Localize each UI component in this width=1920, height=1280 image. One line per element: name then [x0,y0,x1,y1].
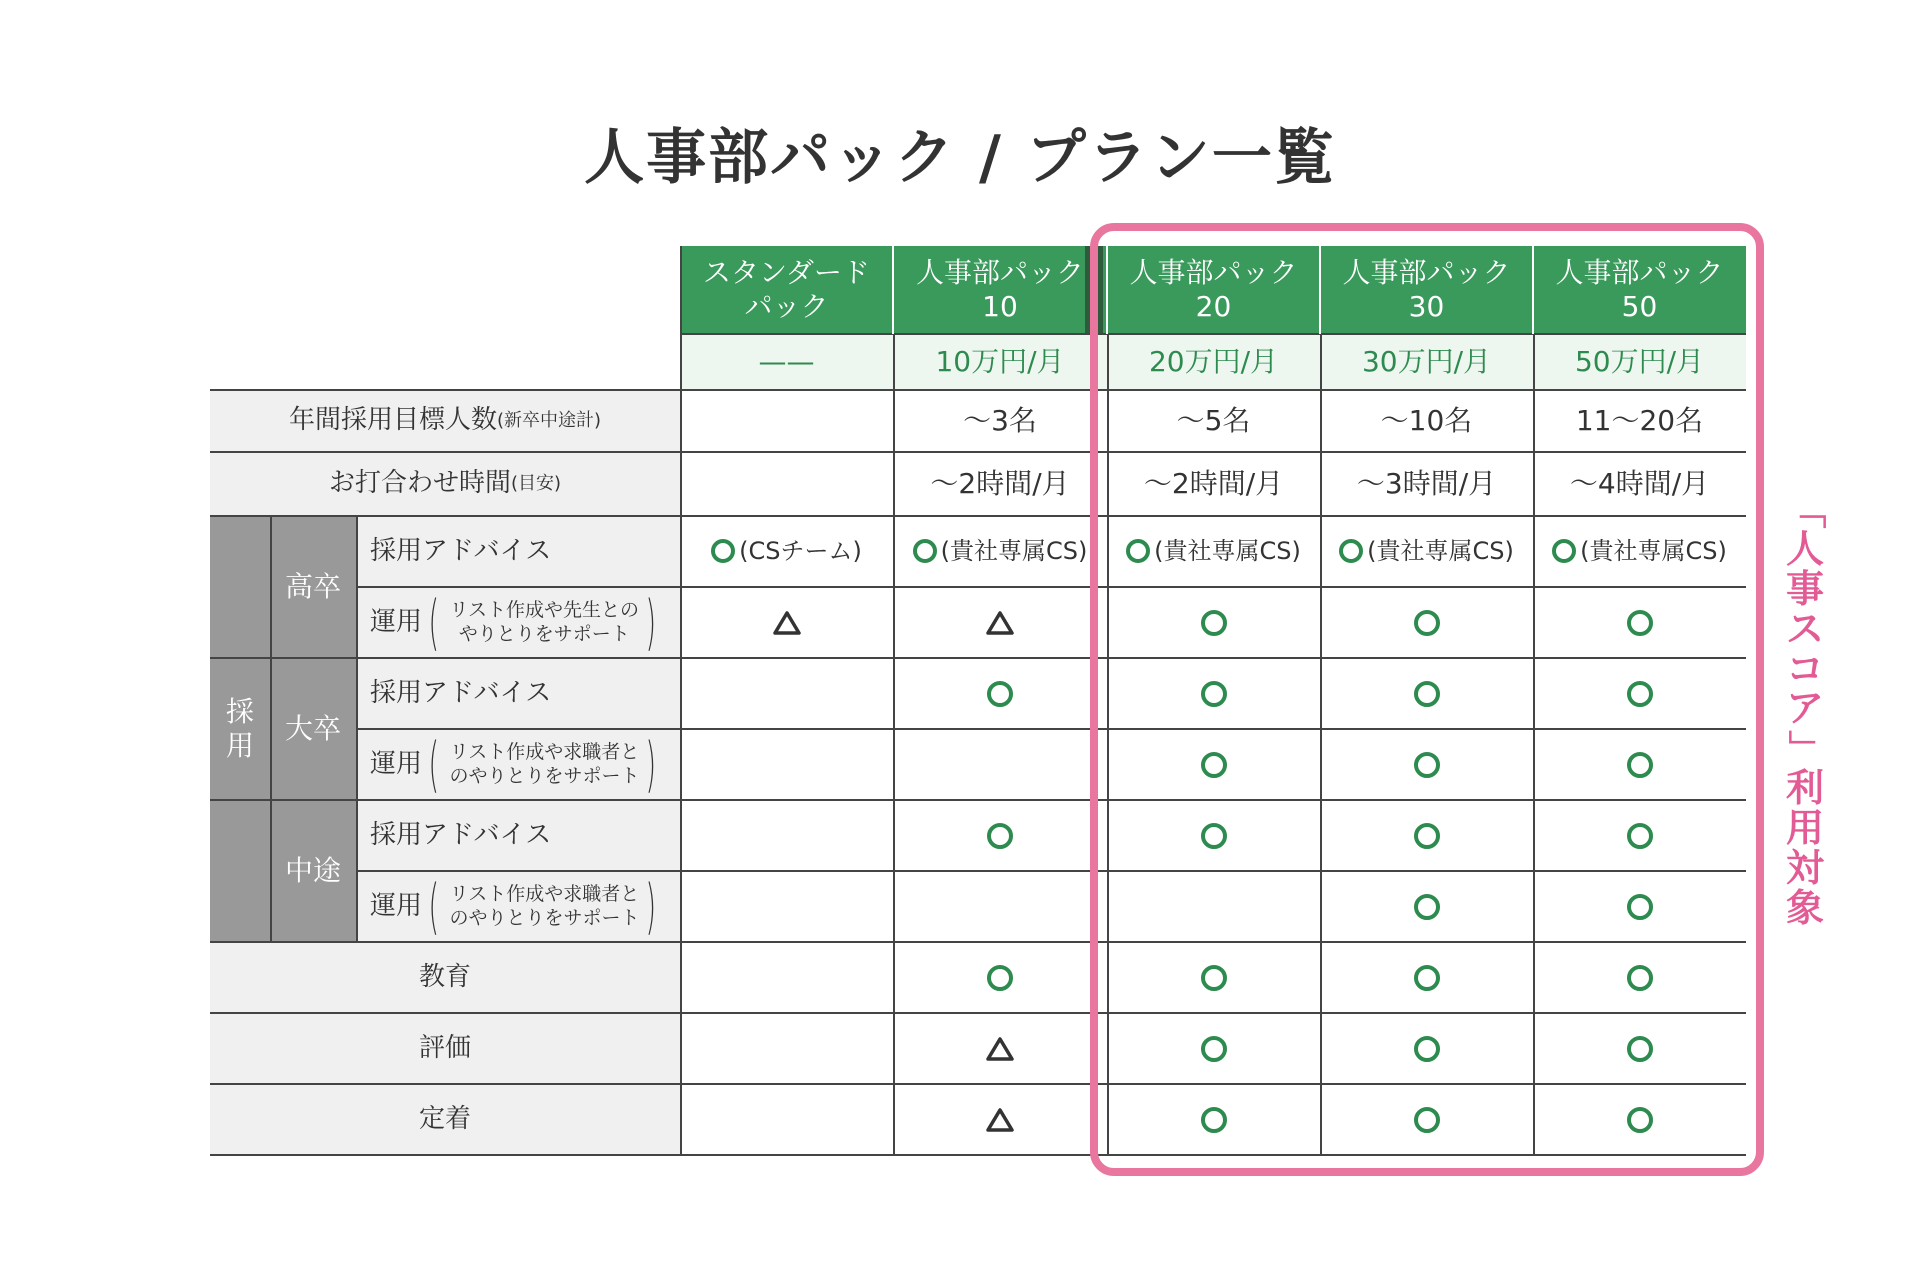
ops-label [356,729,680,800]
row-label-meeting [210,452,680,516]
plan-name-line2: パック [744,290,829,323]
circle-mark [711,539,735,563]
jinji-score-label [1783,490,1828,930]
ops-note [449,883,639,931]
grid-vline [680,246,682,1155]
plan-name-line1: 人事部パック [1555,256,1724,290]
paren-open: ( [428,871,439,942]
cell-value: 〜2時間/月 [930,467,1070,501]
ops-note-line1: リスト作成や求職者と [449,740,640,763]
grid-vline [893,390,895,1155]
group-label-1 [270,658,356,800]
plan-price-text: 20万円/月 [1148,345,1279,379]
row-label-evaluation [210,1013,680,1084]
grid-vline [356,516,358,942]
category-char-1: 採 [225,695,254,729]
circle-mark [987,823,1013,849]
cs-label: (貴社専属CS) [1367,537,1514,566]
cell-ops-2-1 [893,871,1107,942]
cell-ops-0-0 [680,587,893,658]
plan-name-line2: 20 [1195,290,1232,323]
cell-value: 11〜20名 [1575,404,1704,438]
plan-price-text: 50万円/月 [1574,345,1705,379]
ops-label [356,587,680,658]
ops-label [356,871,680,942]
ops-note-line2: のやりとりをサポート [449,906,640,929]
group-label-text: 中途 [284,854,341,888]
cs-support [913,537,1088,566]
ops-label-text: 運用 [370,606,423,637]
row-label-target [210,390,680,452]
plan-name-line2: 10 [982,290,1018,323]
row-label-note: (目安) [510,473,562,495]
row-label-text: 教育 [418,961,471,992]
cell-advice-0-1 [893,516,1107,587]
triangle-mark [985,1036,1015,1062]
plan-name-line1: 人事部パック [1342,256,1511,290]
plan-price-text: 30万円/月 [1361,345,1492,379]
ops-note-line2: のやりとりをサポート [449,764,640,787]
cs-label: (貴社専属CS) [1154,537,1301,566]
ops-note [449,741,639,789]
ops-note-line1: リスト作成や求職者と [449,882,640,905]
cell-advice-1-0 [680,658,893,729]
cell-education-0 [680,942,893,1013]
jinji-score-highlight-frame [1090,223,1764,1176]
plan-name-line2: 30 [1408,290,1445,323]
jinji-score-suffix: 利用対象 [1785,766,1824,930]
cell-value: 〜4時間/月 [1569,467,1710,501]
group-label-text: 大卒 [284,712,341,746]
cell-evaluation-0 [680,1013,893,1084]
cell-advice-2-0 [680,800,893,871]
cell-retention-1 [893,1084,1107,1155]
group-label-0 [270,516,356,658]
cell-evaluation-1 [893,1013,1107,1084]
advice-label [356,658,680,729]
cell-ops-0-1 [893,587,1107,658]
group-label-text: 高卒 [284,570,341,604]
cell-value: 〜5名 [1176,404,1251,438]
grid-vline [270,516,272,942]
row-label-text: 年間採用目標人数 [288,405,497,436]
plan-price-1 [893,334,1107,390]
cell-retention-0 [680,1084,893,1155]
cell-education-1 [893,942,1107,1013]
cs-support [711,537,862,566]
cell-meeting-1 [893,452,1107,516]
jinji-score-bracket-open: 「 [1783,490,1828,529]
jinji-score-bracket-close: 」 [1783,730,1828,769]
plan-name-line2: 50 [1621,290,1658,323]
triangle-mark [772,610,802,636]
cs-label: (CSチーム) [739,537,862,566]
advice-label [356,800,680,871]
advice-label [356,516,680,587]
plan-name-line1: スタンダード [703,256,870,290]
cell-advice-2-1 [893,800,1107,871]
row-label-text: 評価 [418,1032,471,1063]
circle-mark [987,681,1013,707]
triangle-mark [985,610,1015,636]
plan-header-1 [893,246,1107,334]
cell-value: 〜2時間/月 [1143,467,1284,501]
row-label-text: お打合わせ時間 [328,468,511,499]
cell-advice-0-0 [680,516,893,587]
advice-label-text: 採用アドバイス [370,535,552,566]
paren-open: ( [428,729,439,800]
row-label-retention [210,1084,680,1155]
cs-label: (貴社専属CS) [940,537,1088,566]
ops-label-text: 運用 [370,890,423,921]
paren-close: ) [645,871,657,942]
header-divider [892,246,894,334]
circle-mark [913,539,937,563]
cell-advice-1-1 [893,658,1107,729]
cell-ops-2-0 [680,871,893,942]
plan-name-line1: 人事部パック [1129,256,1298,290]
category-recruitment [210,516,270,942]
cell-ops-1-0 [680,729,893,800]
ops-label-text: 運用 [370,748,423,779]
jinji-score-text: 人事スコア [1785,526,1824,731]
row-label-text: 定着 [418,1103,471,1134]
ops-note [449,599,639,647]
row-label-note: (新卒中途計) [496,410,602,432]
cs-label: (貴社専属CS) [1580,537,1727,566]
advice-label-text: 採用アドバイス [370,819,552,850]
plan-price-0 [680,334,893,390]
circle-mark [987,965,1013,991]
cell-meeting-0 [680,452,893,516]
cell-value: 〜10名 [1380,404,1473,438]
paren-close: ) [645,587,657,658]
row-label-education [210,942,680,1013]
category-char-2: 用 [225,729,254,762]
plan-name-line1: 人事部パック [915,256,1084,290]
page-title: 人事部パック / プラン一覧 [584,123,1336,193]
advice-label-text: 採用アドバイス [370,677,552,708]
triangle-mark [985,1107,1015,1133]
plan-header-0 [680,246,893,334]
grid-vline [893,334,895,390]
paren-close: ) [645,729,657,800]
cell-ops-1-1 [893,729,1107,800]
paren-open: ( [428,587,439,658]
cell-target-1 [893,390,1107,452]
group-label-2 [270,800,356,942]
plan-price-text: —— [758,345,815,379]
cell-value: 〜3時間/月 [1356,467,1497,501]
cell-value: 〜3名 [963,404,1037,438]
ops-note-line2: やりとりをサポート [458,622,630,645]
ops-note-line1: リスト作成や先生との [449,598,640,621]
plan-price-text: 10万円/月 [935,345,1065,379]
cell-target-0 [680,390,893,452]
